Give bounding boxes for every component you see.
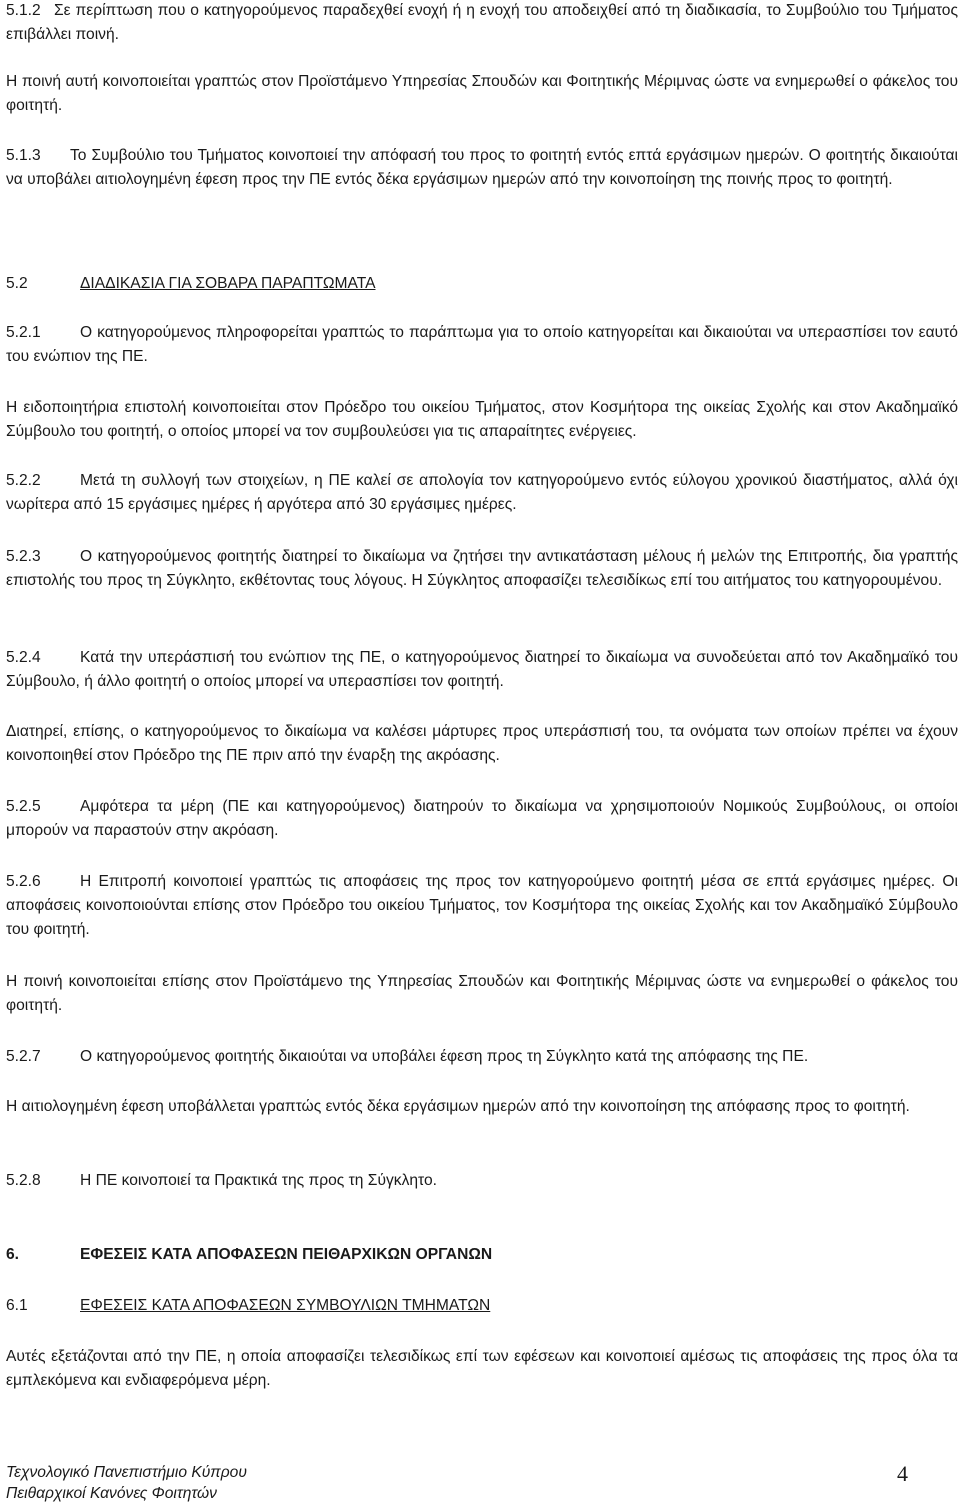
- paragraph-5-2-2: [6, 469, 958, 517]
- paragraph-penalty-notification-2: [6, 970, 958, 1018]
- section-number: 5.1.2: [6, 2, 41, 19]
- paragraph-text: Ο κατηγορούμενος πληροφορείται γραπτώς το παράπτωμα για το οποίο κατηγορείται και δικαιούται να υπερασπίσει τον εαυτό του ενώπιον της ΠΕ.: [6, 324, 958, 365]
- paragraph-text: Αμφότερα τα μέρη (ΠΕ και κατηγορούμενος) διατηρούν το δικαίωμα να χρησιμοποιούν Νομικούς Συμβούλους, οι οποίοι μπορούν να παραστούν στην ακρόαση.: [6, 798, 958, 839]
- section-heading-6-1: [6, 1294, 958, 1318]
- section-number: 5.2.8: [6, 1172, 41, 1189]
- section-number: 6.1: [6, 1297, 28, 1314]
- section-number: 5.2.3: [6, 548, 41, 565]
- paragraph-5-2-4: [6, 646, 958, 694]
- section-number: 5.2: [6, 275, 28, 292]
- section-heading-5-2: [6, 272, 958, 296]
- section-number: 5.2.7: [6, 1048, 41, 1065]
- paragraph-text: Ο κατηγορούμενος φοιτητής διατηρεί το δικαίωμα να ζητήσει την αντικατάσταση μέλους ή μελών της Επιτροπής, δια γραπτής επιστολής του προς τη Σύγκλητο, εκθέτοντας τους λόγους. Η Σύγκλητος αποφασίζει τελεσιδίκως επί του αιτήματος του κατηγορουμένου.: [6, 548, 958, 589]
- section-title: ΔΙΑΔΙΚΑΣΙΑ ΓΙΑ ΣΟΒΑΡΑ ΠΑΡΑΠΤΩΜΑΤΑ: [80, 275, 376, 292]
- paragraph-text: Μετά τη συλλογή των στοιχείων, η ΠΕ καλεί σε απολογία τον κατηγορούμενο εντός εύλογου χρονικού διαστήματος, αλλά όχι νωρίτερα από 15 εργάσιμες ημέρες ή αργότερα από 30 εργάσιμες ημέρες.: [6, 472, 958, 513]
- section-title: ΕΦΕΣΕΙΣ ΚΑΤΑ ΑΠΟΦΑΣΕΩΝ ΣΥΜΒΟΥΛΙΩΝ ΤΜΗΜΑΤΩΝ: [80, 1297, 491, 1314]
- paragraph-text: Η αιτιολογημένη έφεση υποβάλλεται γραπτώς εντός δέκα εργάσιμων ημερών από την κοινοποίηση της απόφασης προς το φοιτητή.: [6, 1098, 910, 1115]
- paragraph-penalty-notification: [6, 70, 958, 118]
- paragraph-text: Διατηρεί, επίσης, ο κατηγορούμενος το δικαίωμα να καλέσει μάρτυρες προς υπεράσπισή του, τα ονόματα των οποίων πρέπει να έχουν κοινοποιηθεί στον Πρόεδρο της ΠΕ πριν από την έναρξη της ακρόασης.: [6, 723, 958, 764]
- paragraph-text: Αυτές εξετάζονται από την ΠΕ, η οποία αποφασίζει τελεσιδίκως επί των εφέσεων και κοινοποιεί αμέσως τις αποφάσεις της προς όλα τα εμπλεκόμενα και ενδιαφερόμενα μέρη.: [6, 1348, 958, 1389]
- paragraph-6-1-body: [6, 1345, 958, 1393]
- section-number: 5.2.1: [6, 324, 41, 341]
- section-title: ΕΦΕΣΕΙΣ ΚΑΤΑ ΑΠΟΦΑΣΕΩΝ ΠΕΙΘΑΡΧΙΚΩΝ ΟΡΓΑΝΩΝ: [80, 1246, 493, 1263]
- footer-institution: Τεχνολογικό Πανεπιστήμιο Κύπρου: [6, 1464, 247, 1481]
- paragraph-5-2-8: [6, 1169, 958, 1193]
- paragraph-text: Η Επιτροπή κοινοποιεί γραπτώς τις αποφάσεις της προς τον κατηγορούμενο φοιτητή μέσα σε επτά εργάσιμες ημέρες. Οι αποφάσεις κοινοποιούνται επίσης στον Πρόεδρο του οικείου Τμήματος, τον Κοσμήτορα της οικείας Σχολής και τον Ακαδημαϊκό Σύμβουλο του φοιτητή.: [6, 873, 958, 938]
- section-number: 5.1.3: [6, 147, 41, 164]
- section-number: 5.2.5: [6, 798, 41, 815]
- paragraph-5-2-5: [6, 795, 958, 843]
- paragraph-5-2-3: [6, 545, 958, 593]
- section-number: 5.2.6: [6, 873, 41, 890]
- paragraph-5-1-3: [6, 144, 958, 192]
- section-number: 5.2.2: [6, 472, 41, 489]
- paragraph-5-1-2: [6, 0, 958, 47]
- section-heading-6: [6, 1243, 958, 1267]
- paragraph-text: Η ειδοποιητήρια επιστολή κοινοποιείται στον Πρόεδρο του οικείου Τμήματος, στον Κοσμήτορα της οικείας Σχολής και στον Ακαδημαϊκό Σύμβουλο του φοιτητή, ο οποίος μπορεί να τον συμβουλεύσει για τις απαραίτητες ενέργειες.: [6, 399, 958, 440]
- page-number: 4: [897, 1461, 908, 1486]
- paragraph-reasoned-appeal: [6, 1095, 958, 1119]
- paragraph-witnesses: [6, 720, 958, 768]
- paragraph-5-2-6: [6, 870, 958, 942]
- paragraph-text: Σε περίπτωση που ο κατηγορούμενος παραδεχθεί ενοχή ή η ενοχή του αποδειχθεί από τη διαδικασία, το Συμβούλιο του Τμήματος επιβάλλει ποινή.: [6, 2, 958, 43]
- section-number: 5.2.4: [6, 649, 41, 666]
- paragraph-text: Η ΠΕ κοινοποιεί τα Πρακτικά της προς τη Σύγκλητο.: [80, 1172, 437, 1189]
- section-number: 6.: [6, 1246, 20, 1263]
- paragraph-text: Κατά την υπεράσπισή του ενώπιον της ΠΕ, ο κατηγορούμενος διατηρεί το δικαίωμα να συνοδεύεται από τον Ακαδημαϊκό του Σύμβουλο, ή άλλο φοιτητή ο οποίος μπορεί να υπερασπίσει τον φοιτητή.: [6, 649, 958, 690]
- paragraph-text: Ο κατηγορούμενος φοιτητής δικαιούται να υποβάλει έφεση προς τη Σύγκλητο κατά της απόφασης της ΠΕ.: [80, 1048, 809, 1065]
- paragraph-text: Το Συμβούλιο του Τμήματος κοινοποιεί την απόφασή του προς το φοιτητή εντός επτά εργάσιμων ημερών. Ο φοιτητής δικαιούται να υποβάλει αιτιολογημένη έφεση προς την ΠΕ εντός δέκα εργάσιμων ημερών από την κοινοποίηση της ποινής προς το φοιτητή.: [6, 147, 958, 188]
- paragraph-5-2-7: [6, 1045, 958, 1069]
- paragraph-5-2-1: [6, 321, 958, 369]
- paragraph-notification-letter: [6, 396, 958, 444]
- footer-document-title: Πειθαρχικοί Κανόνες Φοιτητών: [6, 1485, 217, 1502]
- paragraph-text: Η ποινή κοινοποιείται επίσης στον Προϊστάμενο της Υπηρεσίας Σπουδών και Φοιτητικής Μέριμνας ώστε να ενημερωθεί ο φάκελος του φοιτητή.: [6, 973, 958, 1014]
- paragraph-text: Η ποινή αυτή κοινοποιείται γραπτώς στον Προϊστάμενο Υπηρεσίας Σπουδών και Φοιτητικής Μέριμνας ώστε να ενημερωθεί ο φάκελος του φοιτητή.: [6, 73, 958, 114]
